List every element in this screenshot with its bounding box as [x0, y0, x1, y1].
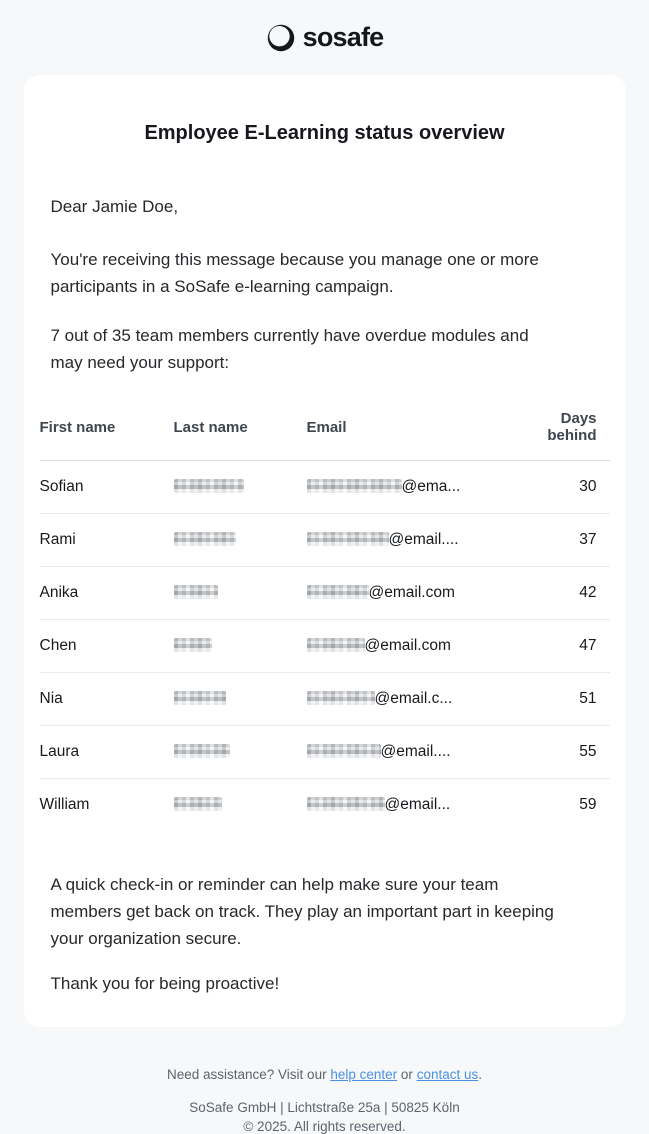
- summary-text: 7 out of 35 team members currently have overdue modules and may need your support:: [50, 326, 529, 372]
- redacted-email-local: [307, 638, 365, 652]
- redacted-last-name: [174, 479, 244, 493]
- last-name-cell: [174, 673, 307, 726]
- redacted-last-name: [174, 585, 218, 599]
- sentence-period: .: [478, 1066, 482, 1082]
- email-suffix: @email....: [388, 531, 459, 548]
- column-header-last-name: Last name: [174, 408, 307, 461]
- table-row: [40, 726, 610, 779]
- company-address: SoSafe GmbH | Lichtstraße 25a | 50825 Köln: [189, 1099, 460, 1115]
- email-cell: [307, 567, 509, 620]
- sosafe-logo-text: sosafe: [302, 22, 384, 52]
- email-cell: [307, 514, 509, 567]
- table-row: [40, 567, 610, 620]
- help-center-link[interactable]: help center: [330, 1066, 398, 1082]
- redacted-last-name: [174, 638, 212, 652]
- or-text: or: [400, 1066, 413, 1082]
- last-name-cell: [174, 726, 307, 779]
- first-name-cell: Sofian: [40, 461, 174, 514]
- email-body: [40, 193, 610, 376]
- days-behind-cell: 51: [509, 673, 610, 726]
- email-cell: [307, 726, 509, 779]
- email-header: [0, 0, 649, 75]
- email-suffix: @email.com: [364, 637, 451, 654]
- column-header-email: Email: [307, 408, 509, 461]
- overdue-table: [40, 408, 610, 832]
- email-suffix: @email.com: [368, 584, 455, 601]
- closing-text: A quick check-in or reminder can help make sure your team members get back on track. They play an important part in keeping your organization secure.: [50, 874, 554, 948]
- thanks-text: Thank you for being proactive!: [50, 973, 280, 993]
- first-name-cell: Rami: [40, 514, 174, 567]
- last-name-cell: [174, 779, 307, 832]
- redacted-last-name: [174, 744, 230, 758]
- assistance-text: [0, 1067, 649, 1082]
- contact-us-link[interactable]: contact us: [416, 1066, 479, 1082]
- last-name-cell: [174, 620, 307, 673]
- redacted-email-local: [307, 585, 369, 599]
- last-name-cell: [174, 461, 307, 514]
- first-name-cell: William: [39, 796, 90, 814]
- days-behind-cell: 55: [509, 726, 610, 779]
- table-row: [40, 620, 610, 673]
- table-row: [40, 514, 610, 567]
- copyright-notice: © 2025. All rights reserved.: [243, 1118, 406, 1134]
- email-suffix: @ema...: [401, 478, 461, 495]
- email-card: [24, 75, 626, 1027]
- intro-text: You're receiving this message because you manage one or more participants in a SoSafe e-learning campaign.: [50, 250, 539, 296]
- table-header-row: [40, 408, 610, 461]
- email-body-closing: [40, 871, 610, 997]
- email-cell: [307, 620, 509, 673]
- redacted-last-name: [174, 532, 236, 546]
- column-header-first-name: First name: [40, 408, 174, 461]
- assistance-prefix: Need assistance? Visit our: [166, 1066, 327, 1082]
- page-title: Employee E-Learning status overview: [144, 122, 505, 144]
- first-name-cell: Anika: [40, 567, 174, 620]
- email-suffix: @email.c...: [374, 690, 453, 707]
- days-behind-cell: 47: [509, 620, 610, 673]
- redacted-email-local: [307, 744, 381, 758]
- first-name-cell: Nia: [40, 673, 174, 726]
- sosafe-logo: [266, 23, 384, 53]
- days-behind-cell: 42: [509, 567, 610, 620]
- last-name-cell: [174, 567, 307, 620]
- redacted-email-local: [307, 691, 375, 705]
- days-behind-cell: 37: [509, 514, 610, 567]
- email-cell: [307, 673, 509, 726]
- redacted-last-name: [174, 691, 226, 705]
- last-name-cell: [174, 514, 307, 567]
- table-row: [40, 779, 610, 832]
- email-cell: [307, 461, 509, 514]
- first-name-cell: Chen: [40, 620, 174, 673]
- table-row: [40, 673, 610, 726]
- first-name-cell: Laura: [40, 726, 174, 779]
- table-row: [40, 461, 610, 514]
- email-suffix: @email....: [380, 743, 451, 760]
- redacted-email-local: [307, 797, 385, 811]
- email-cell: [307, 779, 509, 832]
- redacted-email-local: [307, 479, 402, 493]
- greeting-text: Dear Jamie Doe,: [50, 197, 179, 216]
- redacted-email-local: [307, 532, 389, 546]
- email-suffix: @email...: [384, 796, 451, 814]
- redacted-last-name: [174, 797, 222, 811]
- sosafe-logo-icon: [266, 23, 296, 53]
- column-header-days-behind: Days behind: [509, 408, 610, 461]
- email-footer: [0, 1027, 649, 1134]
- days-behind-cell: 59: [579, 796, 597, 814]
- days-behind-cell: 30: [509, 461, 610, 514]
